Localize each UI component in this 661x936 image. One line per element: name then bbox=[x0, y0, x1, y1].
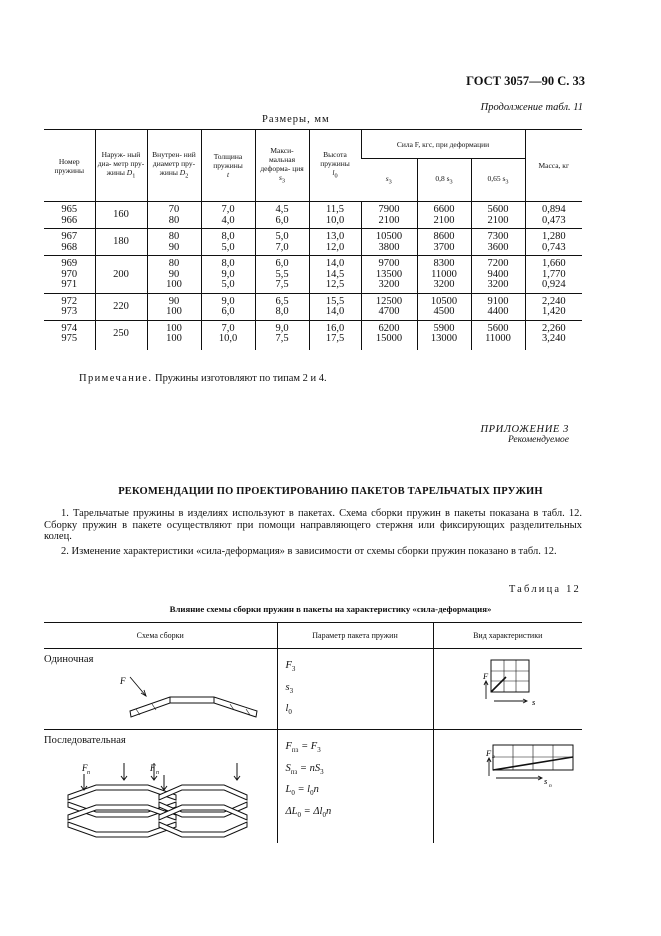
cell-value: 100 bbox=[166, 322, 182, 334]
table-cell bbox=[525, 320, 582, 350]
param-line: $F_3$ bbox=[285, 660, 296, 674]
cell-value: 15000 bbox=[375, 333, 403, 344]
table-cell bbox=[417, 293, 471, 320]
cell-value: 3800 bbox=[378, 241, 400, 253]
cell-value: 15,5 bbox=[325, 295, 345, 307]
col-force-s3: $s_3$ bbox=[361, 159, 417, 202]
cell-value: 6200 bbox=[378, 322, 400, 334]
paragraph-2: 2. Изменение характеристики «сила-деформация» в зависимости от схемы сборки пружин показано в табл. 12. bbox=[61, 546, 557, 557]
table-cell bbox=[309, 256, 361, 294]
cell-value: 3700 bbox=[433, 241, 455, 253]
cell-value: 90 bbox=[168, 295, 180, 307]
cell-value: 7300 bbox=[487, 231, 509, 242]
table-cell bbox=[471, 202, 525, 229]
svg-text:F: F bbox=[120, 676, 126, 686]
cell-value: 2100 bbox=[433, 214, 455, 226]
appendix-label: ПРИЛОЖЕНИЕ 3 Рекомендуемое bbox=[480, 424, 569, 445]
cell-value: 16,0 bbox=[325, 322, 345, 334]
cell-outer-diameter: 220 bbox=[95, 293, 147, 320]
cell-value: 14,0 bbox=[325, 306, 345, 317]
table-cell bbox=[417, 202, 471, 229]
table-cell bbox=[361, 202, 417, 229]
cell-value: 1,420 bbox=[541, 306, 566, 317]
cell-value: 3600 bbox=[487, 241, 509, 253]
cell-value: 6,5 bbox=[275, 295, 289, 307]
cell-value: 8,0 bbox=[221, 231, 235, 242]
table-note: Примечание. Пружины изготовляют по типам 2 и 4. bbox=[79, 373, 327, 384]
table-cell bbox=[44, 293, 95, 320]
cell-value: 8300 bbox=[433, 258, 455, 269]
col-thickness: Толщина пружины t bbox=[201, 130, 255, 202]
table-row bbox=[44, 229, 582, 256]
table-cell bbox=[525, 256, 582, 294]
scheme-label: Последовательная bbox=[44, 735, 126, 746]
spring-dimensions-table bbox=[44, 129, 582, 350]
cell-value: 0,473 bbox=[541, 214, 566, 226]
cell-value: 8,0 bbox=[275, 306, 289, 317]
cell-value: 7,0 bbox=[221, 322, 235, 334]
svg-text:F: F bbox=[482, 671, 488, 681]
table-cell bbox=[147, 293, 201, 320]
cell-value: 5600 bbox=[487, 322, 509, 334]
cell-value: 100 bbox=[166, 279, 182, 290]
cell-value: 6,0 bbox=[275, 258, 289, 269]
col-number: Номер пружины bbox=[44, 130, 95, 202]
svg-text:n: n bbox=[491, 754, 495, 760]
cell-value: 4,0 bbox=[221, 214, 235, 226]
table-row bbox=[44, 320, 582, 350]
cell-value: 11000 bbox=[431, 268, 457, 280]
table-continuation: Продолжение табл. 11 bbox=[480, 102, 583, 113]
cell-value: 972 bbox=[61, 295, 78, 307]
table-cell bbox=[44, 229, 95, 256]
param-list bbox=[286, 657, 296, 722]
table-row bbox=[44, 256, 582, 294]
cell-value: 14,0 bbox=[325, 258, 345, 269]
table-cell bbox=[201, 320, 255, 350]
cell-value: 4500 bbox=[433, 306, 455, 317]
table-cell bbox=[255, 293, 309, 320]
table-cell bbox=[201, 229, 255, 256]
table-row bbox=[44, 293, 582, 320]
cell-value: 4400 bbox=[487, 306, 509, 317]
param-line: $F_{пз} = F_3$ bbox=[285, 741, 321, 755]
col-force-065s3: 0,65 $s_3$ bbox=[471, 159, 525, 202]
cell-value: 13500 bbox=[375, 268, 403, 280]
table12-caption: Влияние схемы сборки пружин в пакеты на характеристику «сила-деформация» bbox=[169, 604, 492, 614]
cell-value: 0,743 bbox=[541, 241, 566, 253]
table-cell bbox=[309, 320, 361, 350]
cell-value: 965 bbox=[61, 204, 78, 215]
svg-text:n: n bbox=[548, 783, 552, 789]
cell-value: 2100 bbox=[487, 214, 509, 226]
table-cell bbox=[147, 320, 201, 350]
cell-value: 0,894 bbox=[541, 204, 566, 215]
cell-value: 17,5 bbox=[325, 333, 345, 344]
param-line: $l_0$ bbox=[285, 703, 292, 717]
series-spring-diagram bbox=[44, 730, 276, 843]
cell-value: 9,0 bbox=[275, 322, 289, 334]
cell-value: 6,0 bbox=[275, 214, 289, 226]
col-outer-diameter: Наруж- ный диа- метр пру- жины $D_1$ bbox=[95, 130, 147, 202]
cell-value: 100 bbox=[166, 333, 182, 344]
cell-value: 5,0 bbox=[221, 279, 235, 290]
cell-value: 5600 bbox=[487, 204, 509, 215]
svg-text:n: n bbox=[87, 770, 90, 776]
table-cell bbox=[417, 229, 471, 256]
cell-value: 971 bbox=[61, 279, 78, 290]
cell-value: 90 bbox=[168, 241, 180, 253]
cell-value: 4,5 bbox=[275, 204, 289, 215]
characteristic-chart-series bbox=[434, 730, 582, 843]
table-cell bbox=[361, 320, 417, 350]
cell-value: 7,5 bbox=[275, 279, 289, 290]
svg-text:s: s bbox=[543, 776, 547, 786]
cell-value: 975 bbox=[61, 333, 78, 344]
table-cell bbox=[471, 293, 525, 320]
cell-value: 1,770 bbox=[541, 268, 566, 280]
table-cell bbox=[255, 202, 309, 229]
cell-value: 80 bbox=[168, 214, 180, 226]
cell-value: 970 bbox=[61, 268, 78, 280]
cell-value: 2,240 bbox=[541, 295, 566, 307]
cell-value: 966 bbox=[61, 214, 78, 226]
param-line: $L_0 = l_0n$ bbox=[285, 784, 319, 798]
cell-value: 10500 bbox=[430, 295, 458, 307]
table-cell bbox=[361, 293, 417, 320]
svg-text:n: n bbox=[156, 770, 159, 776]
cell-outer-diameter: 200 bbox=[95, 256, 147, 294]
cell-value: 968 bbox=[61, 241, 78, 253]
table-cell bbox=[147, 256, 201, 294]
cell-value: 969 bbox=[61, 258, 78, 269]
cell-outer-diameter: 180 bbox=[95, 229, 147, 256]
table-cell bbox=[255, 229, 309, 256]
col-characteristic: Вид характеристики bbox=[433, 623, 582, 649]
cell-value: 9,0 bbox=[221, 268, 235, 280]
table12-label: Таблица 12 bbox=[508, 584, 581, 595]
cell-outer-diameter: 250 bbox=[95, 320, 147, 350]
cell-value: 70 bbox=[168, 204, 180, 215]
cell-value: 6600 bbox=[433, 204, 455, 215]
table-cell bbox=[255, 320, 309, 350]
table-cell bbox=[417, 256, 471, 294]
cell-value: 100 bbox=[166, 306, 182, 317]
cell-value: 3200 bbox=[378, 279, 400, 290]
param-line: $\Delta L_0 = \Delta l_0n$ bbox=[285, 806, 332, 820]
col-scheme: Схема сборки bbox=[44, 623, 277, 649]
table-cell bbox=[525, 202, 582, 229]
section-title: РЕКОМЕНДАЦИИ ПО ПРОЕКТИРОВАНИЮ ПАКЕТОВ ТАРЕЛЬЧАТЫХ ПРУЖИН bbox=[118, 486, 543, 497]
col-height: Высота пружины $l_0$ bbox=[309, 130, 361, 202]
cell-value: 80 bbox=[168, 258, 180, 269]
cell-value: 5,5 bbox=[275, 268, 289, 280]
table-cell bbox=[361, 256, 417, 294]
cell-value: 6,0 bbox=[221, 306, 235, 317]
table-cell bbox=[471, 229, 525, 256]
cell-outer-diameter: 160 bbox=[95, 202, 147, 229]
cell-value: 9400 bbox=[487, 268, 509, 280]
cell-value: 12,0 bbox=[325, 241, 345, 253]
param-line: $s_3$ bbox=[285, 681, 294, 695]
col-force-group: Сила F, кгс, при деформации bbox=[361, 130, 525, 159]
cell-value: 5900 bbox=[433, 322, 455, 334]
table-cell bbox=[417, 320, 471, 350]
cell-value: 1,660 bbox=[541, 258, 566, 269]
cell-value: 3,240 bbox=[541, 333, 566, 344]
cell-value: 974 bbox=[61, 322, 78, 334]
cell-value: 9100 bbox=[487, 295, 509, 307]
characteristic-chart-single bbox=[434, 649, 582, 729]
table-cell bbox=[201, 293, 255, 320]
param-line: $S_{пз} = nS_3$ bbox=[285, 762, 324, 776]
table-row bbox=[44, 730, 582, 844]
cell-value: 1,280 bbox=[541, 231, 566, 242]
cell-value: 9,0 bbox=[221, 295, 235, 307]
cell-value: 13000 bbox=[430, 333, 458, 344]
table-cell bbox=[44, 320, 95, 350]
svg-text:F: F bbox=[150, 763, 156, 773]
svg-text:F: F bbox=[82, 763, 88, 773]
paragraph-1: 1. Тарельчатые пружины в изделиях используют в пакетах. Схема сборки пружин в пакеты показана в табл. 12. Сборку пружин в пакете осуществляют при помощи направляющего стержня или фиксирующих разделительных колец. bbox=[44, 508, 582, 543]
cell-value: 967 bbox=[61, 231, 78, 242]
cell-value: 973 bbox=[61, 306, 78, 317]
cell-value: 12500 bbox=[375, 295, 403, 307]
col-force-08s3: 0,8 $s_3$ bbox=[417, 159, 471, 202]
col-max-deformation: Макси- мальная деформа- ция $s_3$ bbox=[255, 130, 309, 202]
cell-value: 10,0 bbox=[218, 333, 238, 344]
cell-value: 13,0 bbox=[325, 231, 345, 242]
table-cell bbox=[525, 293, 582, 320]
table-cell bbox=[309, 202, 361, 229]
cell-value: 7,5 bbox=[275, 333, 289, 344]
table-cell bbox=[201, 256, 255, 294]
cell-value: 8,0 bbox=[221, 258, 235, 269]
cell-value: 9700 bbox=[378, 258, 400, 269]
col-mass: Масса, кг bbox=[525, 130, 582, 202]
scheme-label: Одиночная bbox=[44, 654, 94, 665]
table-cell bbox=[471, 320, 525, 350]
cell-value: 2,260 bbox=[541, 322, 566, 334]
table11-caption: Размеры, мм bbox=[262, 114, 330, 125]
table-cell bbox=[361, 229, 417, 256]
table-cell bbox=[309, 293, 361, 320]
param-list bbox=[286, 738, 332, 825]
cell-value: 7,0 bbox=[275, 241, 289, 253]
cell-value: 3200 bbox=[433, 279, 455, 290]
cell-value: 11000 bbox=[485, 333, 511, 344]
cell-value: 5,0 bbox=[275, 231, 289, 242]
col-parameter: Параметр пакета пружин bbox=[277, 623, 433, 649]
cell-value: 7,0 bbox=[221, 204, 235, 215]
cell-value: 7200 bbox=[487, 258, 509, 269]
table-cell bbox=[201, 202, 255, 229]
cell-value: 90 bbox=[168, 268, 180, 280]
cell-value: 4700 bbox=[378, 306, 400, 317]
svg-text:F: F bbox=[485, 748, 491, 758]
cell-value: 11,5 bbox=[326, 204, 344, 215]
cell-value: 12,5 bbox=[325, 279, 345, 290]
table-row bbox=[44, 649, 582, 730]
cell-value: 10500 bbox=[375, 231, 403, 242]
cell-value: 0,924 bbox=[541, 279, 566, 290]
svg-text:s: s bbox=[531, 697, 535, 707]
table-cell bbox=[471, 256, 525, 294]
table-cell bbox=[147, 229, 201, 256]
table-cell bbox=[309, 229, 361, 256]
cell-value: 2100 bbox=[378, 214, 400, 226]
table-row bbox=[44, 202, 582, 229]
table-cell bbox=[525, 229, 582, 256]
table-cell bbox=[147, 202, 201, 229]
table-cell bbox=[44, 202, 95, 229]
cell-value: 80 bbox=[168, 231, 180, 242]
cell-value: 5,0 bbox=[221, 241, 235, 253]
cell-value: 14,5 bbox=[325, 268, 345, 280]
cell-value: 7900 bbox=[378, 204, 400, 215]
col-inner-diameter: Внутрен- ний диаметр пру- жины $D_2$ bbox=[147, 130, 201, 202]
cell-value: 8600 bbox=[433, 231, 455, 242]
table-cell bbox=[255, 256, 309, 294]
cell-value: 3200 bbox=[487, 279, 509, 290]
single-spring-diagram bbox=[44, 649, 276, 729]
assembly-scheme-table bbox=[44, 622, 582, 843]
page-header: ГОСТ 3057—90 С. 33 bbox=[466, 74, 585, 88]
table-cell bbox=[44, 256, 95, 294]
cell-value: 10,0 bbox=[325, 214, 345, 226]
